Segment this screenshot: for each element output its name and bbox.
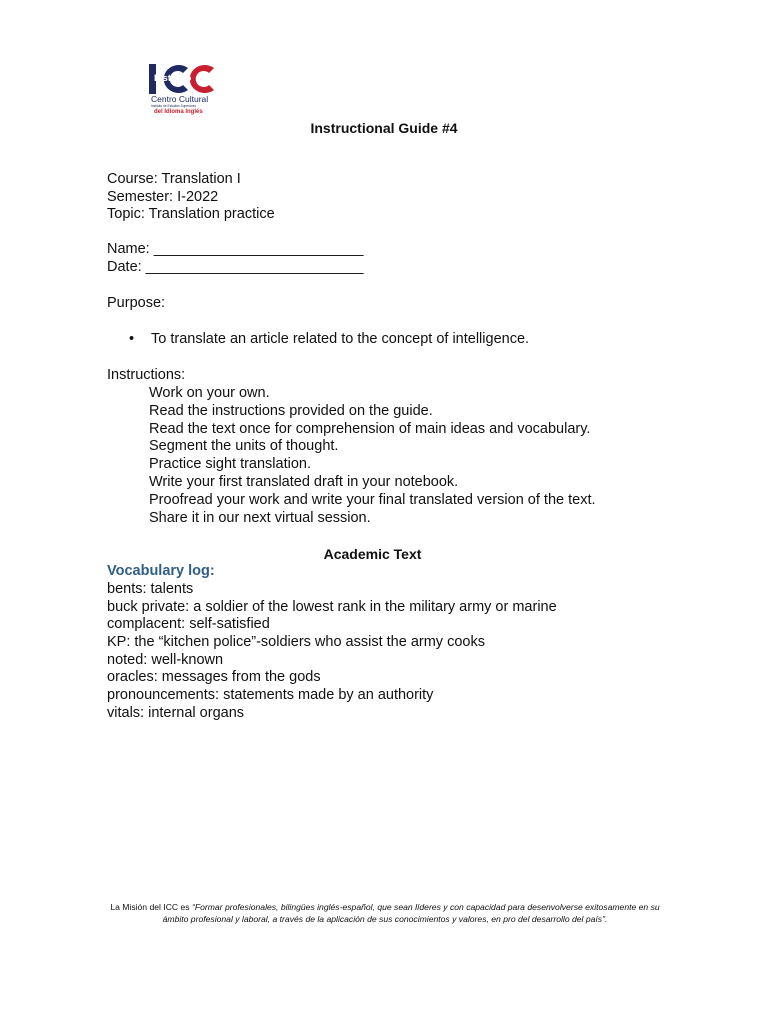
vocab-entry: buck private: a soldier of the lowest rank in the military army or marine bbox=[107, 598, 557, 615]
vocab-entry: bents: talents bbox=[107, 581, 194, 597]
step-text: Write your first translated draft in your notebook. bbox=[149, 473, 459, 490]
name-field[interactable]: Name: __________________________ bbox=[107, 241, 364, 257]
instructions-heading: Instructions: bbox=[107, 367, 186, 383]
footer-quote: “Formar profesionales, bilingües inglés-español, que sean líderes y con capacidad para desenvolverse exitosamente en su ámbito profesional y laboral, a través de la aplicación de sus conocimientos y valores, en pro del desarrollo del país”. bbox=[162, 902, 660, 924]
step-text: Practice sight translation. bbox=[149, 456, 311, 473]
semester-line: Semester: I-2022 bbox=[107, 188, 219, 205]
purpose-item bbox=[129, 331, 529, 349]
logo-word: Instituto bbox=[154, 73, 192, 84]
mission-footer bbox=[100, 902, 670, 925]
document-title: Instructional Guide #4 bbox=[310, 120, 458, 136]
vocab-entry: oracles: messages from the gods bbox=[107, 669, 321, 686]
logo-institute-name: Instituto de Estudios Superiores bbox=[151, 104, 197, 108]
footer-prefix: La Misión del ICC es bbox=[110, 902, 192, 912]
date-field[interactable]: Date: ___________________________ bbox=[107, 258, 364, 275]
purpose-label bbox=[107, 295, 165, 313]
step-text: Proofread your work and write your final translated version of the text. bbox=[149, 491, 596, 508]
logo-center-name: Centro Cultural bbox=[151, 94, 209, 104]
logo-language-name: del Idioma Inglés bbox=[154, 109, 203, 115]
bullet-icon: • bbox=[129, 331, 135, 347]
purpose-heading: Purpose: bbox=[107, 295, 166, 311]
course-line: Course: Translation I bbox=[107, 171, 241, 187]
course-info bbox=[107, 171, 275, 224]
vocab-entry: noted: well-known bbox=[107, 651, 224, 668]
vocab-entry: complacent: self-satisfied bbox=[107, 616, 270, 633]
vocab-entry: vitals: internal organs bbox=[107, 704, 245, 721]
vocab-entry: pronouncements: statements made by an authority bbox=[107, 687, 434, 704]
step-text: Segment the units of thought. bbox=[149, 438, 339, 455]
instructions-label bbox=[107, 367, 185, 385]
icc-logo bbox=[148, 62, 218, 120]
topic-line: Topic: Translation practice bbox=[107, 206, 275, 223]
purpose-text: To translate an article related to the concept of intelligence. bbox=[151, 331, 530, 347]
step-text: Work on your own. bbox=[149, 385, 270, 401]
vocab-entry: KP: the “kitchen police”-soldiers who assist the army cooks bbox=[107, 634, 485, 651]
step-text: Read the instructions provided on the guide. bbox=[149, 402, 433, 419]
vocabulary-log-heading: Vocabulary log: bbox=[107, 563, 215, 579]
step-text: Share it in our next virtual session. bbox=[149, 509, 371, 526]
step-text: Read the text once for comprehension of main ideas and vocabulary. bbox=[149, 420, 591, 437]
vocabulary-list bbox=[107, 581, 557, 723]
academic-text-heading: Academic Text bbox=[323, 546, 422, 562]
student-fields bbox=[107, 241, 363, 276]
